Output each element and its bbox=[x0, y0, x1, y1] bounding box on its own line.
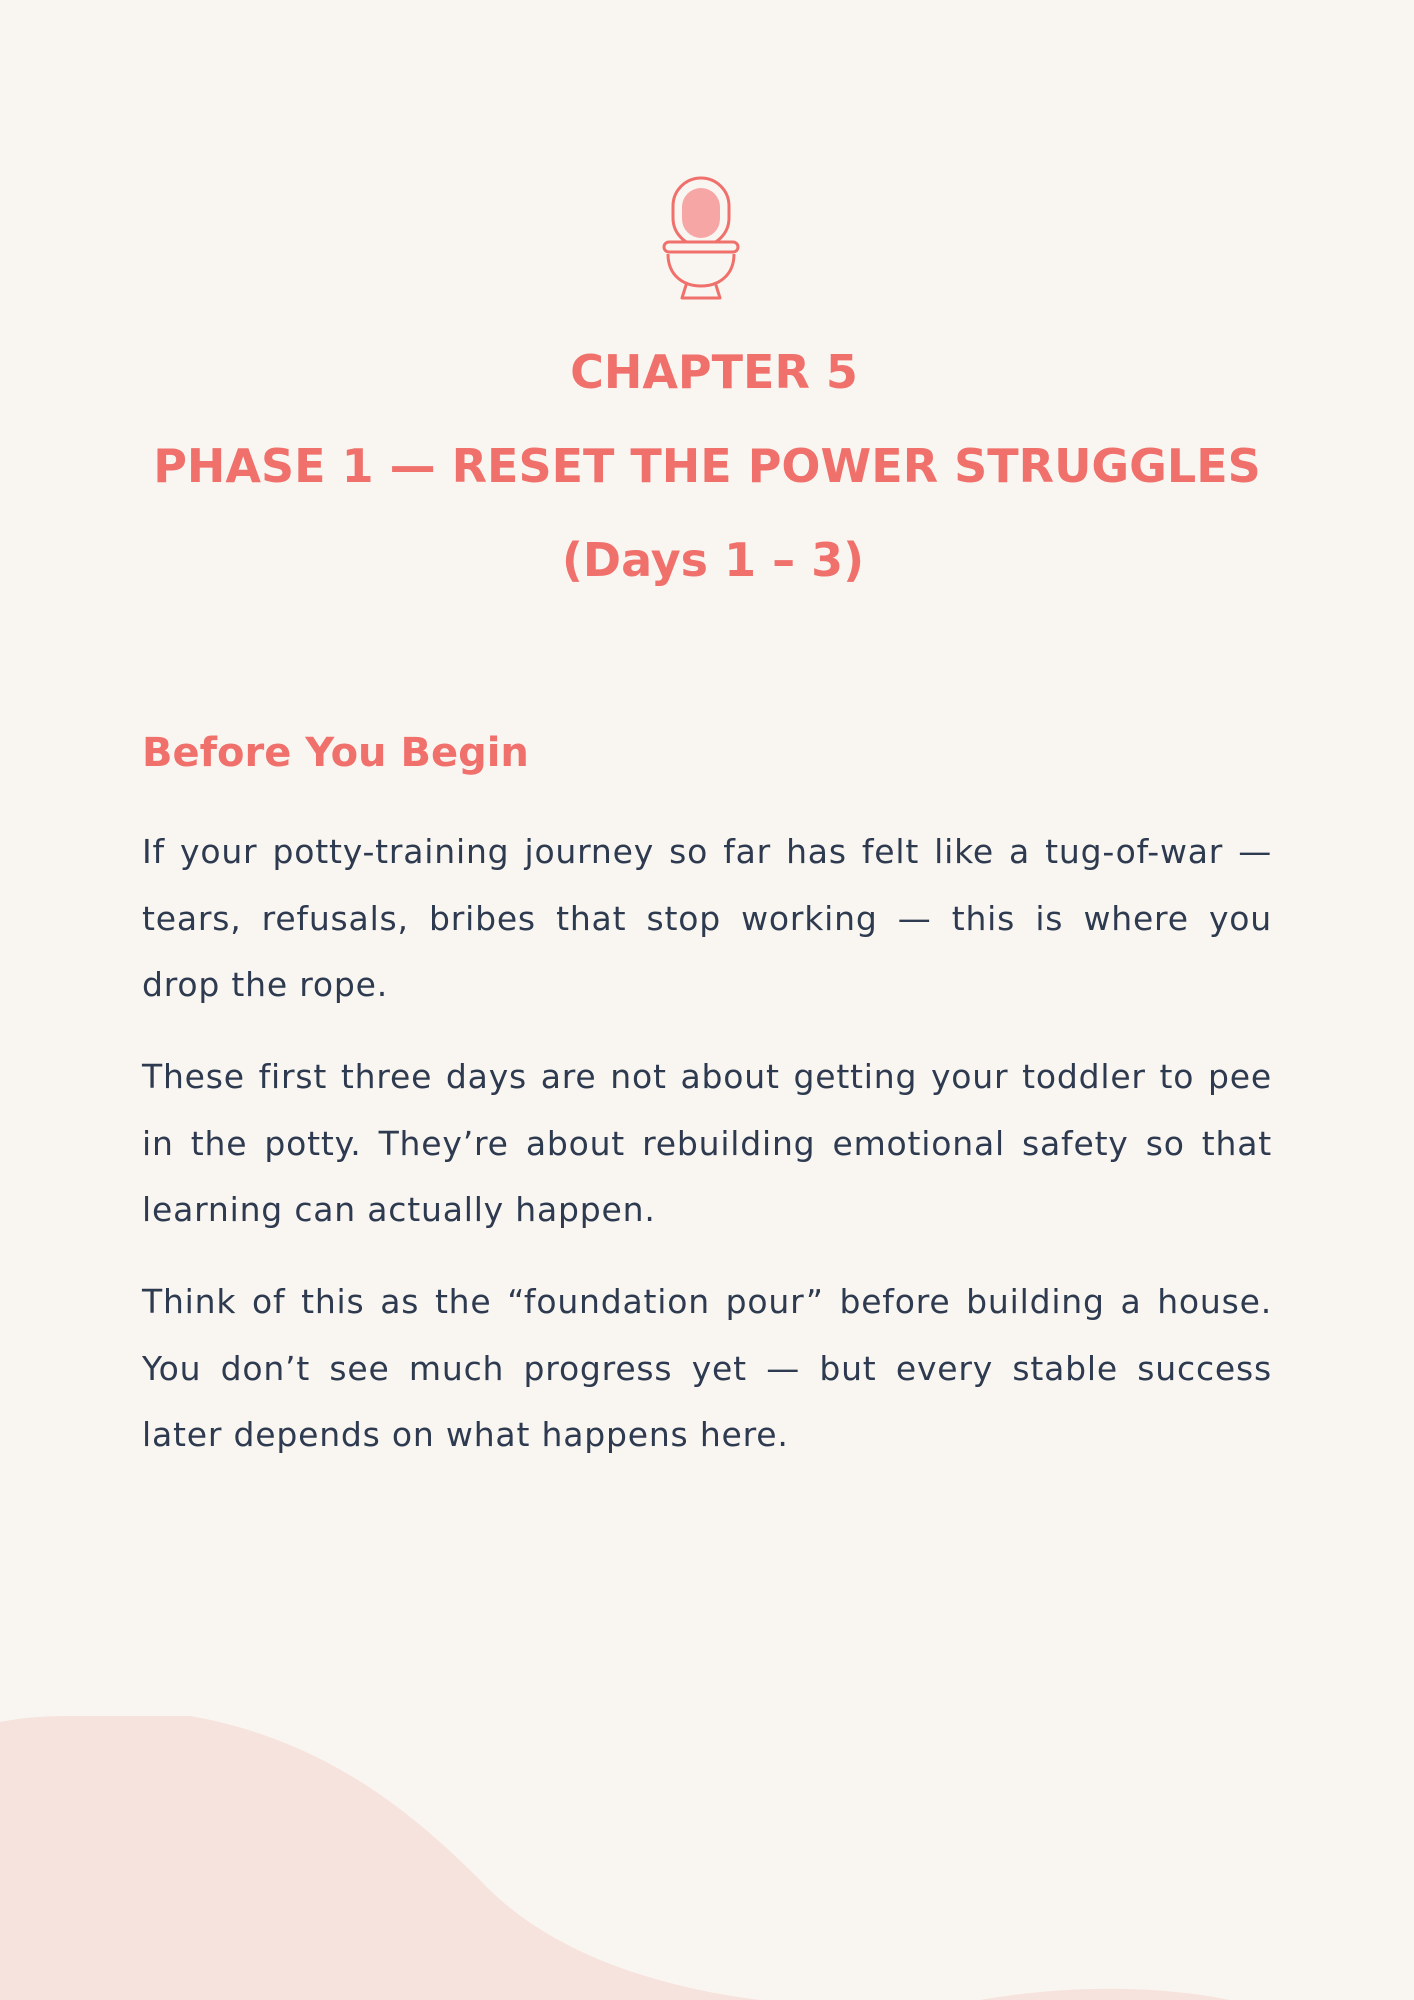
decorative-wave bbox=[0, 1700, 1414, 2000]
chapter-heading bbox=[0, 325, 1414, 607]
chapter-title: PHASE 1 — RESET THE POWER STRUGGLES bbox=[153, 439, 1261, 493]
chapter-number: CHAPTER 5 bbox=[570, 345, 858, 399]
chapter-days: (Days 1 – 3) bbox=[561, 533, 865, 587]
body-paragraph: Think of this as the “foundation pour” before building a house. You don’t see much progress yet — but every stable success later depends on what happens here. bbox=[142, 1282, 1272, 1454]
body-paragraph: If your potty-training journey so far has felt like a tug-of-war — tears, refusals, bribes that stop working — this is where you drop the rope. bbox=[142, 832, 1272, 1004]
toilet-icon bbox=[662, 176, 740, 300]
section-heading: Before You Begin bbox=[142, 730, 529, 776]
body-paragraph: These first three days are not about getting your toddler to pee in the potty. They’re about rebuilding emotional safety so that learning can actually happen. bbox=[142, 1057, 1272, 1229]
